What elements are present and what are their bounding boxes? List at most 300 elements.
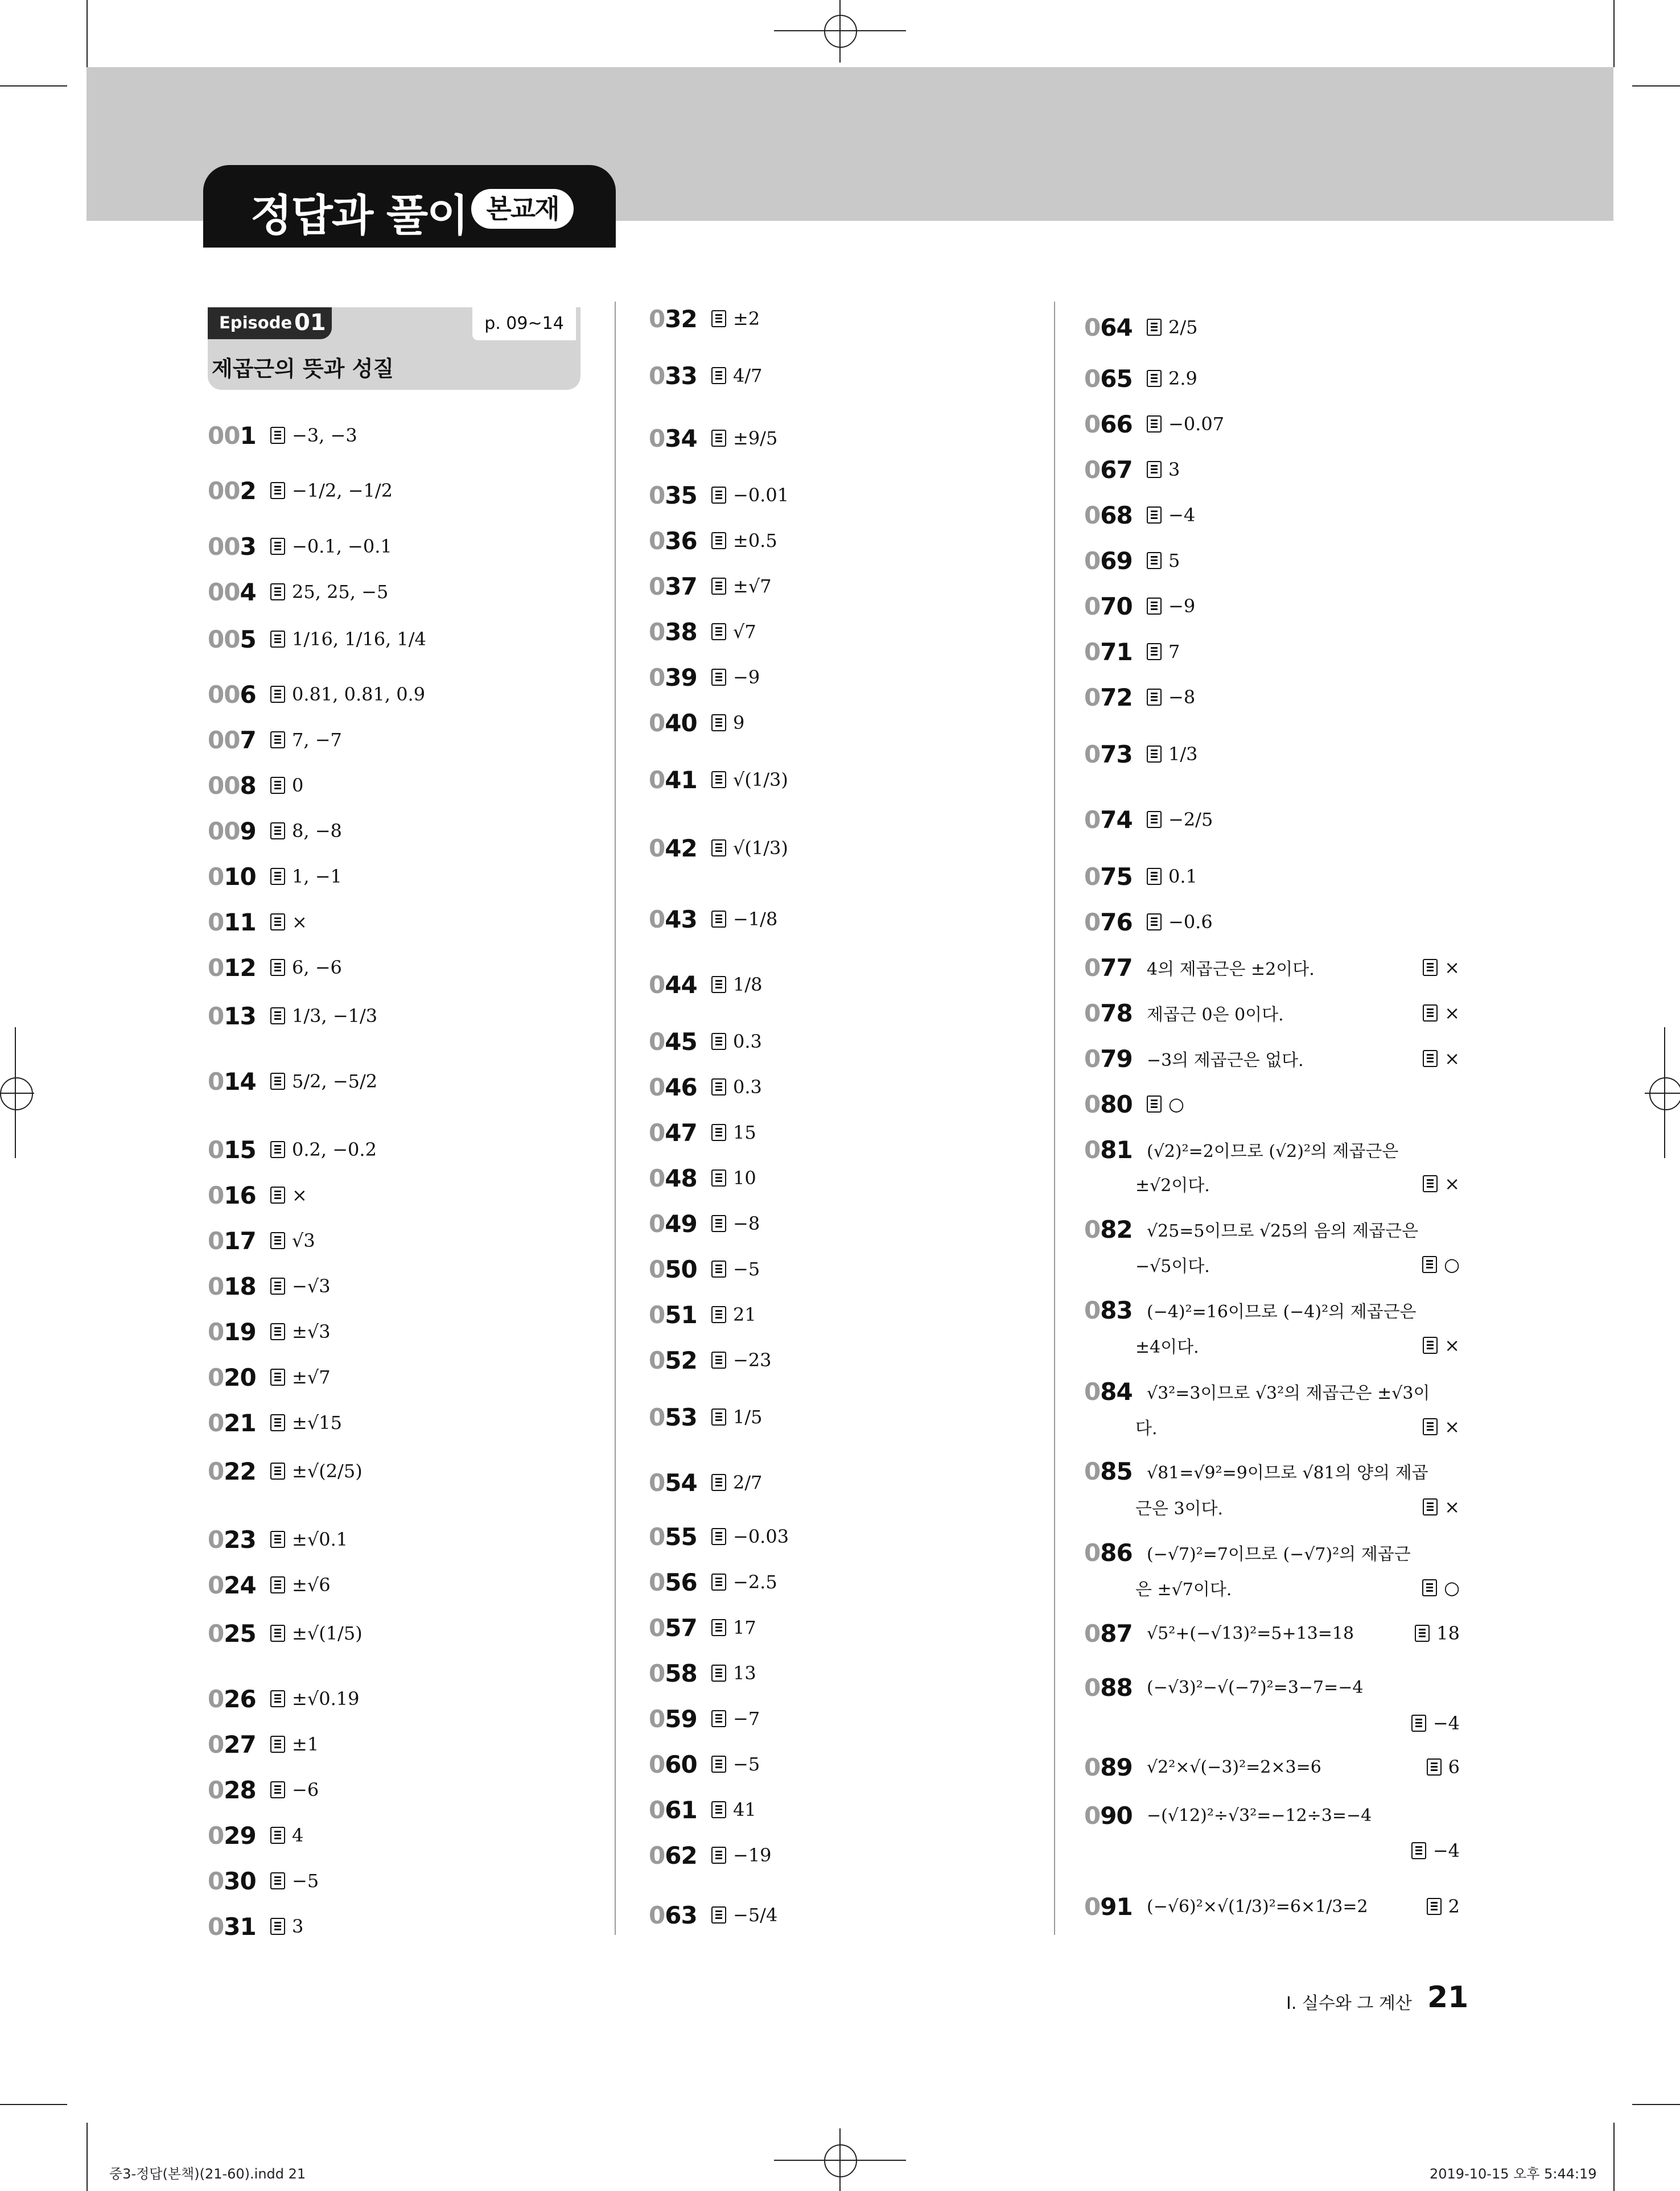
answer-row	[1084, 361, 1197, 396]
problem-number-lead: 0	[1084, 1090, 1101, 1118]
answer-row	[208, 905, 307, 939]
problem-number	[208, 908, 270, 936]
explanation-row	[1084, 1798, 1460, 1832]
answer-icon	[1147, 746, 1162, 763]
problem-number-lead: 0	[1084, 501, 1101, 529]
problem-number-digits: 39	[665, 663, 697, 691]
problem-number	[208, 1364, 270, 1391]
answer-text: 0.2, −0.2	[292, 1139, 377, 1160]
answer-text: −4	[1432, 1712, 1460, 1734]
footer-file: 중3-정답(본책)(21-60).indd 21	[109, 2166, 306, 2182]
answer-text: 7	[1168, 641, 1180, 662]
problem-number	[1084, 1136, 1147, 1164]
answer-text: 7, −7	[292, 729, 342, 751]
problem-number-lead: 0	[1084, 1215, 1101, 1243]
answer-text: 1/16, 1/16, 1/4	[292, 628, 426, 650]
problem-number-digits: 61	[665, 1795, 697, 1824]
problem-number-lead: 0	[1084, 683, 1101, 711]
explanation-line2	[1135, 950, 1460, 985]
answer-text: −0.6	[1168, 911, 1213, 933]
problem-number-lead: 00	[208, 625, 240, 653]
answer-icon	[270, 777, 285, 794]
answer-row	[208, 1568, 331, 1602]
answer-text: −1/2, −1/2	[292, 480, 393, 501]
answer-text: √(1/3)	[733, 769, 788, 790]
answer-row	[208, 1224, 315, 1258]
explanation-answer	[1423, 1041, 1460, 1076]
answer-row	[1084, 859, 1197, 893]
problem-number-lead: 0	[1084, 364, 1101, 393]
problem-number-digits: 48	[665, 1164, 697, 1192]
problem-number	[649, 1255, 711, 1283]
explanation-text: √3²=3이므로 √3²의 제곱근은 ±√3이	[1147, 1383, 1430, 1403]
answer-text: −√3	[292, 1275, 331, 1297]
explanation-answer	[1427, 1889, 1460, 1924]
answer-icon	[711, 367, 726, 384]
problem-number-lead: 0	[208, 1457, 224, 1485]
explanation-line2	[1135, 1616, 1460, 1650]
problem-number-lead: 0	[208, 1571, 224, 1599]
problem-number-digits: 56	[665, 1568, 697, 1596]
problem-number-lead: 0	[1084, 313, 1101, 341]
problem-number-lead: 00	[208, 680, 240, 709]
answer-text: 1/8	[733, 974, 763, 995]
problem-number-digits: 20	[224, 1363, 256, 1391]
episode-number: 01	[294, 310, 326, 336]
answer-icon	[711, 532, 726, 549]
answer-text: 1/3	[1168, 743, 1198, 765]
answer-text: ±√6	[292, 1574, 331, 1596]
problem-number-digits: 46	[665, 1073, 697, 1101]
answer-icon	[1147, 319, 1162, 336]
answer-row	[1084, 802, 1213, 837]
answer-icon	[270, 1918, 285, 1935]
answer-text: −2.5	[733, 1571, 777, 1593]
problem-number-digits: 31	[224, 1912, 256, 1941]
answer-text: 17	[733, 1617, 756, 1638]
footer-timestamp: 2019-10-15 오후 5:44:19	[1430, 2166, 1597, 2182]
answer-row	[649, 1400, 763, 1434]
answer-text: −1/8	[733, 908, 778, 930]
problem-number-digits: 35	[665, 481, 697, 509]
problem-number	[1084, 547, 1147, 575]
episode-pages: p. 09~14	[472, 307, 576, 340]
problem-number	[208, 1685, 270, 1713]
answer-row	[649, 1298, 756, 1332]
problem-number-lead: 0	[649, 765, 665, 794]
problem-number	[649, 1119, 711, 1147]
problem-number-digits: 41	[665, 765, 697, 794]
problem-number-digits: 9	[240, 817, 256, 845]
answer-text: ×	[1444, 1335, 1460, 1356]
problem-number	[649, 971, 711, 999]
explanation-answer	[1423, 1490, 1460, 1524]
problem-number-digits: 12	[224, 953, 256, 982]
problem-number-lead: 0	[649, 1073, 665, 1101]
explanation-text: (−√3)²−√(−7)²=3−7=−4	[1147, 1677, 1364, 1698]
answer-row	[208, 1682, 359, 1716]
answer-row	[649, 1252, 760, 1286]
problem-number-lead: 0	[1084, 1801, 1101, 1830]
answer-row	[208, 859, 342, 893]
problem-number-lead: 00	[208, 532, 240, 561]
problem-number-digits: 47	[665, 1118, 697, 1147]
answer-row	[208, 473, 393, 508]
problem-number-lead: 0	[1084, 1457, 1101, 1485]
problem-number-lead: 0	[208, 1181, 224, 1209]
problem-number	[649, 362, 711, 390]
problem-number	[1084, 740, 1147, 768]
problem-number-digits: 51	[665, 1300, 697, 1329]
problem-number	[208, 1272, 270, 1300]
answer-icon	[1147, 598, 1162, 615]
answer-row	[649, 1161, 756, 1195]
problem-number-digits: 72	[1100, 683, 1133, 711]
answer-icon	[1411, 1715, 1426, 1732]
problem-number-lead: 0	[649, 1164, 665, 1192]
problem-number-digits: 55	[665, 1522, 697, 1551]
answer-text: ×	[292, 1184, 307, 1206]
problem-number	[208, 625, 270, 653]
problem-number-lead: 0	[208, 1135, 224, 1164]
answer-text: −5	[733, 1753, 760, 1775]
answer-icon	[270, 1073, 285, 1090]
problem-number-digits: 28	[224, 1776, 256, 1804]
problem-number	[208, 726, 270, 754]
answer-icon	[1423, 1337, 1438, 1354]
answer-icon	[1147, 1096, 1162, 1113]
problem-number-digits: 19	[224, 1317, 256, 1346]
answer-row	[649, 1465, 763, 1500]
answer-row	[208, 1132, 377, 1167]
footer-section-label: I. 실수와 그 계산	[1286, 1994, 1412, 2013]
answer-icon	[1147, 552, 1162, 569]
answer-row	[649, 1838, 772, 1872]
problem-number	[649, 1901, 711, 1929]
explanation-answer	[1423, 996, 1460, 1030]
answer-icon	[1422, 1579, 1437, 1596]
problem-number-lead: 0	[208, 1776, 224, 1804]
answer-row	[649, 1702, 760, 1736]
answer-text: 15	[733, 1122, 756, 1143]
answer-row	[208, 1064, 377, 1098]
problem-number-digits: 26	[224, 1685, 256, 1713]
answer-text: 18	[1436, 1622, 1460, 1644]
page-title: 정답과 풀이	[250, 190, 468, 241]
problem-number-digits: 54	[665, 1468, 697, 1497]
problem-number-lead: 0	[649, 1346, 665, 1374]
problem-number-digits: 22	[224, 1457, 256, 1485]
answer-text: 2/5	[1168, 316, 1198, 338]
answer-text: ±√(1/5)	[292, 1622, 363, 1644]
problem-number	[649, 1614, 711, 1642]
answer-icon	[1415, 1625, 1430, 1642]
answer-text: ±√7	[292, 1366, 331, 1388]
problem-number	[649, 425, 711, 452]
answer-row	[208, 950, 342, 985]
answer-row	[649, 302, 760, 336]
problem-number-digits: 8	[240, 771, 256, 800]
explanation-line2	[1135, 1247, 1460, 1282]
problem-number	[649, 834, 711, 862]
answer-icon	[270, 1232, 285, 1249]
answer-row	[1084, 452, 1180, 487]
problem-number-lead: 0	[649, 304, 665, 333]
answer-icon	[1147, 461, 1162, 478]
problem-number	[1084, 1674, 1147, 1702]
problem-number-digits: 24	[224, 1571, 256, 1599]
problem-number-lead: 0	[208, 1821, 224, 1850]
problem-number-lead: 0	[1084, 637, 1101, 666]
answer-icon	[270, 583, 285, 600]
answer-icon	[1423, 1175, 1438, 1192]
problem-number-lead: 0	[649, 1522, 665, 1551]
problem-number-digits: 70	[1100, 592, 1133, 620]
problem-number-lead: 0	[649, 1568, 665, 1596]
answer-row	[1084, 589, 1195, 623]
answer-text: 6, −6	[292, 957, 342, 978]
answer-row	[649, 1206, 760, 1241]
answer-icon	[1427, 1758, 1442, 1776]
answer-text: 9	[733, 712, 745, 734]
title-badge: 본교재	[471, 189, 574, 229]
problem-number-digits: 80	[1100, 1090, 1133, 1118]
answer-text: −0.03	[733, 1526, 789, 1547]
column-divider	[1054, 302, 1055, 1935]
problem-number-digits: 83	[1100, 1296, 1133, 1324]
problem-number	[649, 1403, 711, 1431]
answer-icon	[1427, 1898, 1442, 1915]
answer-row	[1084, 905, 1213, 939]
answer-icon	[711, 976, 726, 993]
answer-icon	[1147, 643, 1162, 660]
problem-number	[208, 681, 270, 709]
answer-row	[1084, 543, 1180, 578]
explanation-text: √2²×√(−3)²=2×3=6	[1147, 1757, 1321, 1777]
answer-text: ×	[1444, 1173, 1460, 1195]
answer-icon	[1411, 1842, 1426, 1859]
problem-number-digits: 89	[1100, 1753, 1133, 1781]
problem-number-lead: 0	[1084, 1044, 1101, 1073]
answer-icon	[711, 1847, 726, 1864]
problem-number	[208, 1457, 270, 1485]
answer-icon	[1147, 506, 1162, 524]
problem-number	[649, 1842, 711, 1869]
problem-number-lead: 0	[208, 1525, 224, 1554]
answer-icon	[270, 1827, 285, 1844]
problem-number-digits: 25	[224, 1619, 256, 1648]
answer-icon	[1423, 1050, 1438, 1067]
explanation-text-cont: ±4이다.	[1135, 1337, 1199, 1357]
answer-row	[208, 529, 392, 563]
answer-text: ×	[1444, 1002, 1460, 1024]
explanation-text: (−√7)²=7이므로 (−√7)²의 제곱근	[1147, 1545, 1411, 1564]
answer-icon	[711, 430, 726, 447]
answer-icon	[711, 1169, 726, 1187]
answer-row	[208, 575, 388, 609]
answer-row	[649, 1070, 762, 1104]
answer-text: 2.9	[1168, 368, 1197, 389]
problem-number-digits: 81	[1100, 1135, 1133, 1164]
problem-number-digits: 53	[665, 1403, 697, 1431]
problem-number-digits: 78	[1100, 999, 1133, 1027]
problem-number-lead: 0	[1084, 908, 1101, 936]
answer-icon	[270, 1369, 285, 1386]
problem-number-lead: 0	[649, 905, 665, 933]
answer-text: −2/5	[1168, 809, 1213, 830]
problem-number-lead: 0	[649, 1795, 665, 1824]
problem-number-lead: 0	[208, 1002, 224, 1030]
answer-icon	[270, 686, 285, 703]
problem-number-digits: 21	[224, 1408, 256, 1437]
problem-number-digits: 2	[240, 476, 256, 505]
problem-number-digits: 85	[1100, 1457, 1133, 1485]
problem-number	[208, 1822, 270, 1850]
problem-number	[1084, 1296, 1147, 1324]
answer-icon	[270, 822, 285, 839]
answer-text: −3, −3	[292, 425, 357, 446]
problem-number	[208, 1409, 270, 1437]
problem-number-digits: 42	[665, 834, 697, 862]
problem-number-lead: 0	[649, 1209, 665, 1238]
answer-row	[208, 1454, 363, 1488]
problem-number-lead: 0	[649, 1901, 665, 1929]
problem-number	[649, 664, 711, 691]
problem-number-lead: 0	[649, 361, 665, 390]
answer-row	[208, 1406, 342, 1440]
answer-row	[649, 1611, 756, 1645]
problem-number	[208, 863, 270, 891]
problem-number-lead: 0	[649, 526, 665, 555]
answer-row	[649, 967, 763, 1002]
answer-text: −19	[733, 1844, 772, 1866]
problem-number	[649, 1469, 711, 1497]
problem-number-lead: 0	[649, 1659, 665, 1687]
answer-text: −8	[1168, 686, 1196, 708]
problem-number-lead: 0	[208, 1408, 224, 1437]
problem-number-lead: 0	[649, 572, 665, 600]
answer-text: ○	[1168, 1093, 1184, 1115]
answer-row	[649, 1519, 789, 1554]
problem-number	[649, 527, 711, 555]
explanation-text: √81=√9²=9이므로 √81의 양의 제곱	[1147, 1463, 1428, 1483]
problem-number-lead: 0	[649, 1841, 665, 1869]
episode-label: Episode	[219, 313, 293, 332]
answer-row	[208, 1727, 319, 1761]
answer-icon	[711, 1710, 726, 1727]
answer-row	[1084, 737, 1198, 771]
problem-number-digits: 88	[1100, 1673, 1133, 1702]
answer-icon	[711, 1261, 726, 1278]
explanation-row	[1084, 1293, 1460, 1327]
problem-number	[208, 1571, 270, 1599]
answer-text: −4	[1168, 504, 1196, 526]
problem-number-lead: 0	[208, 1226, 224, 1255]
answer-icon	[1147, 415, 1162, 433]
answer-text: ×	[292, 911, 307, 933]
answer-text: 8, −8	[292, 820, 342, 842]
answer-icon	[711, 1906, 726, 1924]
answer-text: −8	[733, 1213, 760, 1234]
answer-icon	[711, 1756, 726, 1773]
answer-row	[649, 902, 777, 936]
answer-icon	[1423, 1004, 1438, 1022]
answer-text: ○	[1444, 1577, 1460, 1599]
problem-number-lead: 0	[1084, 592, 1101, 620]
answer-icon	[270, 538, 285, 555]
problem-number	[1084, 1457, 1147, 1485]
explanation-line2	[1135, 1328, 1460, 1362]
problem-number	[208, 578, 270, 606]
problem-number-lead: 0	[649, 1704, 665, 1733]
answer-row	[208, 1178, 307, 1212]
problem-number-digits: 65	[1100, 364, 1133, 393]
problem-number-lead: 0	[208, 1317, 224, 1346]
problem-number	[649, 1073, 711, 1101]
answer-row	[208, 1522, 348, 1556]
problem-number-lead: 0	[649, 1027, 665, 1056]
answer-text: √3	[292, 1230, 315, 1251]
answer-row	[649, 1793, 756, 1827]
explanation-text: 4의 제곱근은 ±2이다.	[1147, 959, 1315, 979]
problem-number	[208, 1227, 270, 1255]
answer-icon	[711, 623, 726, 640]
answer-icon	[270, 427, 285, 444]
answer-icon	[1147, 689, 1162, 706]
problem-number	[208, 1776, 270, 1804]
problem-number	[1084, 1539, 1147, 1567]
problem-number	[649, 305, 711, 333]
explanation-answer	[1422, 1247, 1460, 1282]
problem-number-digits: 58	[665, 1659, 697, 1687]
problem-number	[649, 1523, 711, 1551]
problem-number-lead: 00	[208, 578, 240, 606]
explanation-text: 제곱근 0은 0이다.	[1147, 1005, 1284, 1025]
answer-text: ±√3	[292, 1321, 331, 1342]
answer-icon	[1423, 959, 1438, 976]
answer-icon	[711, 714, 726, 731]
problem-number-digits: 1	[240, 421, 256, 450]
problem-number	[1084, 410, 1147, 438]
answer-row	[649, 763, 788, 797]
explanation-answer	[1423, 1328, 1460, 1362]
problem-number-digits: 29	[224, 1821, 256, 1850]
answer-text: −4	[1432, 1840, 1460, 1861]
answer-icon	[270, 1736, 285, 1753]
answer-row	[208, 622, 426, 656]
answer-row	[1084, 635, 1180, 669]
problem-number	[1084, 908, 1147, 936]
answer-text: 3	[1168, 459, 1180, 480]
problem-number	[208, 422, 270, 450]
answer-icon	[270, 1872, 285, 1889]
answer-icon	[1423, 1418, 1438, 1435]
answer-icon	[1147, 913, 1162, 930]
explanation-text: √5²+(−√13)²=5+13=18	[1147, 1623, 1354, 1644]
answer-icon	[711, 310, 726, 327]
problem-number	[208, 477, 270, 505]
answer-text: −9	[733, 666, 760, 688]
explanation-line2	[1135, 1750, 1460, 1784]
answer-text: 25, 25, −5	[292, 581, 389, 603]
problem-number-digits: 64	[1100, 313, 1133, 341]
answer-text: 13	[733, 1662, 756, 1684]
answer-row	[208, 1818, 303, 1852]
problem-number-lead: 0	[649, 1468, 665, 1497]
problem-number-digits: 32	[665, 304, 697, 333]
answer-text: −0.01	[733, 484, 789, 506]
answer-text: ×	[1444, 1416, 1460, 1438]
